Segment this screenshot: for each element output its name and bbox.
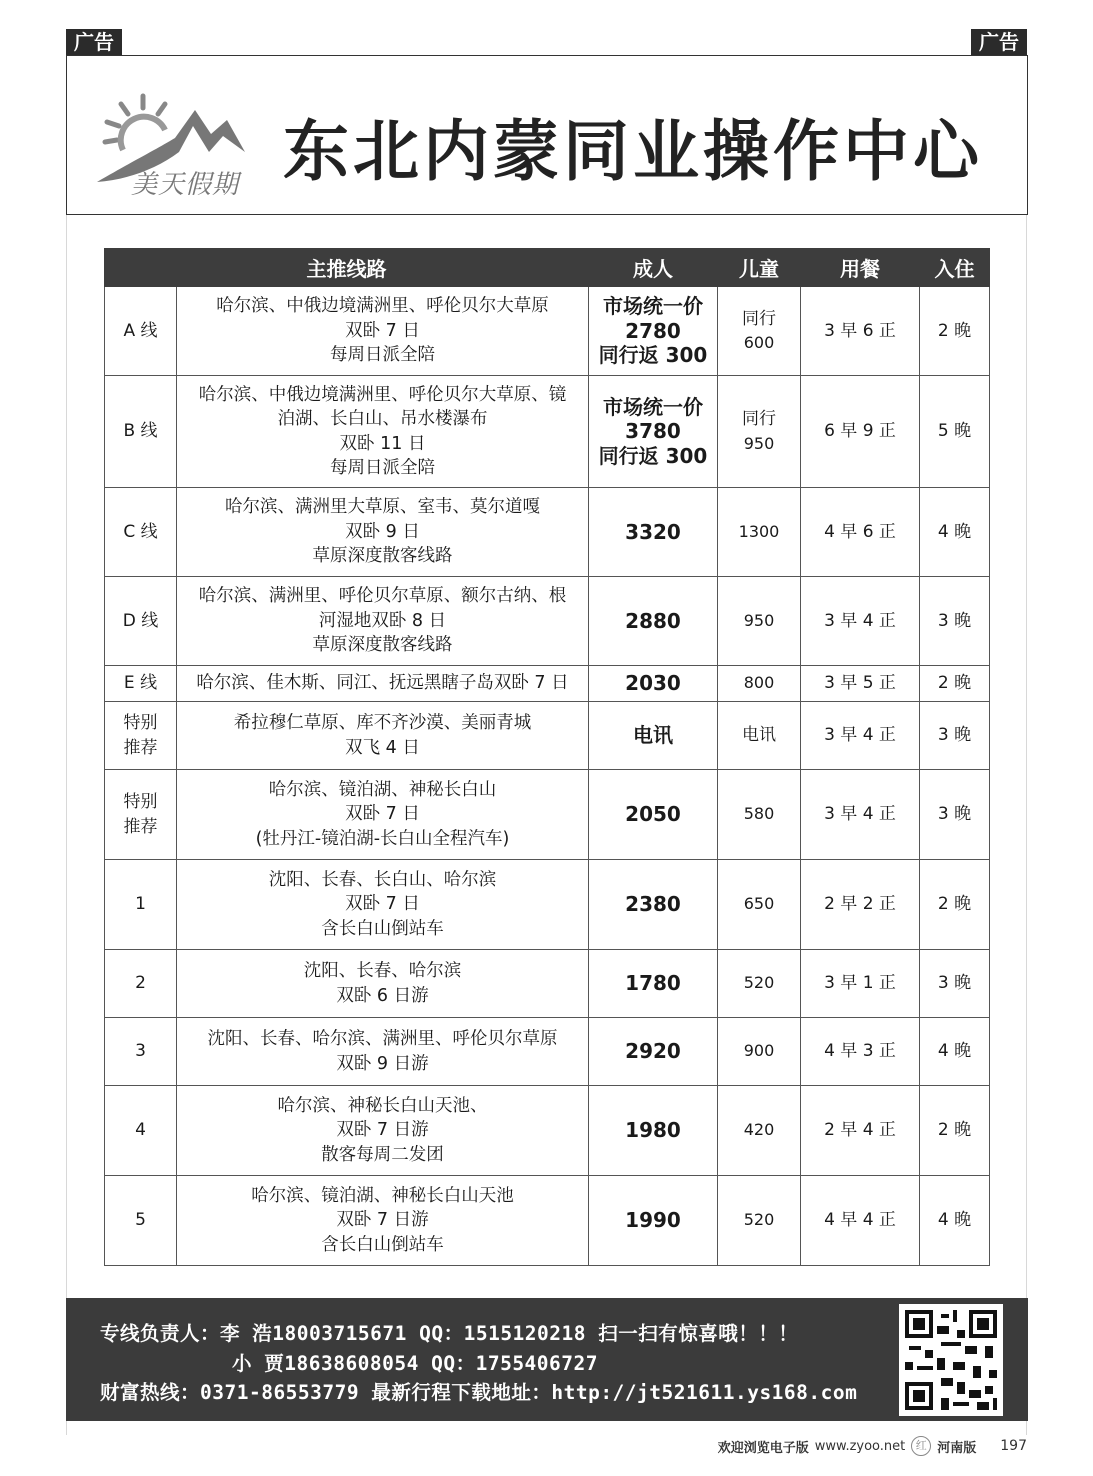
child-price-line: 420 (743, 1120, 775, 1140)
table-row (105, 666, 990, 702)
routes-table (104, 248, 990, 1266)
table-row (105, 577, 990, 666)
table-row (105, 376, 990, 488)
route-description-cell (177, 376, 589, 488)
route-id-cell (105, 770, 177, 860)
route-description-cell (177, 666, 589, 702)
footer-line-3: 财富热线：0371-86553779 最新行程下载地址：http://jt521611.ys168.com (100, 1381, 858, 1404)
adult-price-line: 市场统一价 (603, 394, 703, 419)
route-line: 哈尔滨、佳木斯、同江、抚远黑瞎子岛双卧 7 日 (196, 673, 569, 694)
child-price-cell (718, 1176, 801, 1266)
route-id-cell (105, 376, 177, 488)
table-row (105, 1176, 990, 1266)
route-id-cell (105, 666, 177, 702)
nights-cell: 3 晚 (920, 577, 990, 666)
child-price-cell (718, 860, 801, 950)
child-price-line: 同行 (742, 308, 776, 329)
adult-price-line: 2880 (625, 608, 681, 633)
route-description-cell (177, 1086, 589, 1176)
welcome-text: 欢迎浏览电子版 (717, 1440, 809, 1456)
adult-price-line: 2920 (625, 1039, 681, 1064)
route-id-text: B 线 (123, 421, 158, 442)
route-id-cell (105, 1086, 177, 1176)
adult-price-line: 同行返 300 (598, 343, 708, 368)
route-line: 散客每周二发团 (321, 1144, 444, 1165)
hong-badge-icon: 红 (911, 1436, 931, 1456)
route-line: 草原深度散客线路 (312, 635, 453, 656)
edition-text: 河南版 (937, 1440, 977, 1456)
route-id-text: 3 (135, 1041, 146, 1062)
route-id-part: 推荐 (123, 816, 158, 837)
route-id-cell (105, 860, 177, 950)
route-line: 哈尔滨、满洲里大草原、室韦、莫尔道嘎 (225, 497, 540, 518)
route-line: 哈尔滨、中俄边境满洲里、呼伦贝尔大草原、镜 (198, 384, 567, 405)
route-line: 双卧 9 日 (345, 521, 420, 542)
footer-line-1: 专线负责人：李 浩18003715671 QQ：1515120218 扫一扫有惊喜哦！！！ (100, 1322, 799, 1345)
child-price-line: 650 (743, 894, 775, 914)
header-box (66, 55, 1028, 215)
route-id-text: 2 (135, 973, 146, 994)
child-price-line: 520 (743, 1210, 775, 1230)
route-line: 每周日派全陪 (330, 345, 435, 366)
route-line: 沈阳、长春、哈尔滨、满洲里、呼伦贝尔草原 (207, 1029, 558, 1049)
adult-price-cell (589, 1018, 718, 1086)
route-line: 希拉穆仁草原、库不齐沙漠、美丽青城 (233, 713, 532, 733)
table-row (105, 1086, 990, 1176)
child-price-cell (718, 1018, 801, 1086)
route-description-cell (177, 577, 589, 666)
header-adult: 成人 (589, 249, 718, 287)
route-line: 双卧 11 日 (339, 433, 426, 454)
adult-price-line: 1990 (625, 1208, 681, 1233)
route-id-cell (105, 577, 177, 666)
route-line: 双卧 7 日 (345, 894, 420, 915)
header-nights: 入住 (920, 249, 990, 287)
child-price-cell (718, 666, 801, 702)
site-link[interactable]: www.zyoo.net (814, 1438, 906, 1454)
child-price-line: 580 (743, 804, 775, 824)
nights-cell: 4 晚 (920, 1176, 990, 1266)
table-row (105, 1018, 990, 1086)
nights-cell: 2 晚 (920, 287, 990, 376)
table-row (105, 702, 990, 770)
child-price-line: 950 (743, 610, 775, 630)
bottom-note (718, 1436, 1027, 1456)
route-line: 沈阳、长春、哈尔滨 (303, 961, 462, 981)
route-id-text: E 线 (123, 673, 158, 694)
route-line: (牡丹江-镜泊湖-长白山全程汽车) (255, 828, 510, 849)
header-route: 主推线路 (105, 249, 589, 287)
qr-code-icon[interactable] (899, 1304, 1003, 1416)
ad-label-left: 广告 (66, 29, 122, 55)
route-line: 含长白山倒站车 (321, 1234, 444, 1255)
child-price-line: 600 (743, 333, 775, 352)
route-id-text: A 线 (123, 320, 158, 341)
route-id-text: D 线 (122, 610, 159, 631)
meals-cell: 2 早 4 正 (801, 1086, 920, 1176)
meals-cell: 3 早 4 正 (801, 577, 920, 666)
route-line: 泊湖、长白山、吊水楼瀑布 (277, 409, 488, 429)
route-line: 哈尔滨、神秘长白山天池、 (277, 1095, 488, 1116)
contact-footer (66, 1298, 1028, 1421)
adult-price-line: 2030 (625, 671, 681, 696)
child-price-line: 同行 (742, 409, 776, 429)
adult-price-cell (589, 666, 718, 702)
route-line: 哈尔滨、镜泊湖、神秘长白山天池 (251, 1185, 514, 1206)
meals-cell: 4 早 4 正 (801, 1176, 920, 1266)
route-description-cell (177, 950, 589, 1018)
route-line: 沈阳、长春、长白山、哈尔滨 (268, 869, 497, 890)
route-id-text: 5 (135, 1210, 146, 1231)
nights-cell: 2 晚 (920, 860, 990, 950)
adult-price-cell (589, 488, 718, 577)
adult-price-cell (589, 376, 718, 488)
child-price-cell (718, 287, 801, 376)
route-description-cell (177, 488, 589, 577)
child-price-line: 520 (743, 973, 775, 993)
adult-price-line: 电讯 (633, 723, 673, 748)
nights-cell: 4 晚 (920, 488, 990, 577)
table-header-row (105, 249, 990, 287)
route-description-cell (177, 1018, 589, 1086)
route-line: 双卧 7 日游 (336, 1120, 429, 1141)
meals-cell: 3 早 6 正 (801, 287, 920, 376)
page-title: 东北内蒙同业操作中心 (283, 112, 983, 190)
meals-cell: 4 早 3 正 (801, 1018, 920, 1086)
nights-cell: 3 晚 (920, 702, 990, 770)
child-price-line: 800 (743, 673, 775, 693)
table-row (105, 950, 990, 1018)
adult-price-cell (589, 950, 718, 1018)
route-line: 河湿地双卧 8 日 (318, 610, 447, 631)
route-line: 双卧 6 日游 (336, 985, 429, 1006)
route-line: 双卧 7 日游 (336, 1210, 429, 1231)
route-id-cell (105, 488, 177, 577)
adult-price-line: 1780 (625, 971, 681, 996)
table-row (105, 488, 990, 577)
route-line: 哈尔滨、中俄边境满洲里、呼伦贝尔大草原 (216, 296, 549, 317)
route-description-cell (177, 770, 589, 860)
adult-price-line: 1980 (625, 1118, 681, 1143)
adult-price-line: 市场统一价 (603, 294, 703, 319)
table-row (105, 860, 990, 950)
route-line: 双卧 7 日 (345, 804, 420, 825)
route-line: 双卧 9 日游 (336, 1053, 429, 1074)
route-description-cell (177, 860, 589, 950)
adult-price-cell (589, 770, 718, 860)
meals-cell: 3 早 4 正 (801, 702, 920, 770)
route-id-cell (105, 702, 177, 770)
nights-cell: 4 晚 (920, 1018, 990, 1086)
nights-cell: 3 晚 (920, 770, 990, 860)
adult-price-cell (589, 1086, 718, 1176)
child-price-cell (718, 770, 801, 860)
meals-cell: 2 早 2 正 (801, 860, 920, 950)
nights-cell: 2 晚 (920, 666, 990, 702)
route-line: 哈尔滨、满洲里、呼伦贝尔草原、额尔古纳、根 (198, 586, 567, 607)
child-price-cell (718, 577, 801, 666)
route-description-cell (177, 287, 589, 376)
table-row (105, 287, 990, 376)
route-id-part: 特别 (123, 792, 158, 812)
adult-price-line: 2780 (625, 318, 681, 343)
route-id-text: 4 (135, 1120, 146, 1141)
header-child: 儿童 (718, 249, 801, 287)
meals-cell: 3 早 4 正 (801, 770, 920, 860)
adult-price-cell (589, 287, 718, 376)
route-line: 双卧 7 日 (345, 320, 420, 341)
route-id-text: C 线 (123, 521, 158, 542)
route-line: 草原深度散客线路 (312, 546, 453, 567)
route-line: 双飞 4 日 (345, 737, 420, 758)
adult-price-cell (589, 1176, 718, 1266)
route-description-cell (177, 1176, 589, 1266)
route-description-cell (177, 702, 589, 770)
logo-text: 美天假期 (131, 170, 240, 200)
nights-cell: 2 晚 (920, 1086, 990, 1176)
route-id-cell (105, 950, 177, 1018)
adult-price-line: 同行返 300 (598, 443, 708, 468)
child-price-line: 950 (743, 433, 775, 453)
route-id-cell (105, 1018, 177, 1086)
child-price-cell (718, 488, 801, 577)
footer-line-2: 小 贾18638608054 QQ：1755406727 (232, 1352, 598, 1375)
route-line: 含长白山倒站车 (321, 918, 444, 939)
ad-label-right: 广告 (971, 29, 1027, 55)
table-row (105, 770, 990, 860)
route-id-cell (105, 287, 177, 376)
child-price-line: 900 (743, 1041, 775, 1061)
adult-price-line: 3320 (625, 519, 681, 544)
header-meals: 用餐 (801, 249, 920, 287)
meals-cell: 3 早 1 正 (801, 950, 920, 1018)
adult-price-line: 3780 (625, 419, 681, 444)
meals-cell: 3 早 5 正 (801, 666, 920, 702)
adult-price-line: 2380 (625, 892, 681, 917)
meals-cell: 4 早 6 正 (801, 488, 920, 577)
adult-price-line: 2050 (625, 802, 681, 827)
child-price-cell (718, 950, 801, 1018)
nights-cell: 5 晚 (920, 376, 990, 488)
child-price-cell (718, 702, 801, 770)
route-line: 每周日派全陪 (330, 458, 435, 478)
route-id-text: 1 (135, 894, 146, 915)
route-id-cell (105, 1176, 177, 1266)
child-price-cell (718, 376, 801, 488)
adult-price-cell (589, 577, 718, 666)
nights-cell: 3 晚 (920, 950, 990, 1018)
adult-price-cell (589, 860, 718, 950)
child-price-line: 1300 (738, 521, 780, 541)
route-id-part: 推荐 (123, 737, 158, 758)
route-id-part: 特别 (123, 713, 158, 733)
child-price-cell (718, 1086, 801, 1176)
page-number: 197 (1000, 1438, 1027, 1454)
meals-cell: 6 早 9 正 (801, 376, 920, 488)
route-line: 哈尔滨、镜泊湖、神秘长白山 (268, 779, 497, 800)
adult-price-cell (589, 702, 718, 770)
child-price-line: 电讯 (742, 725, 776, 746)
